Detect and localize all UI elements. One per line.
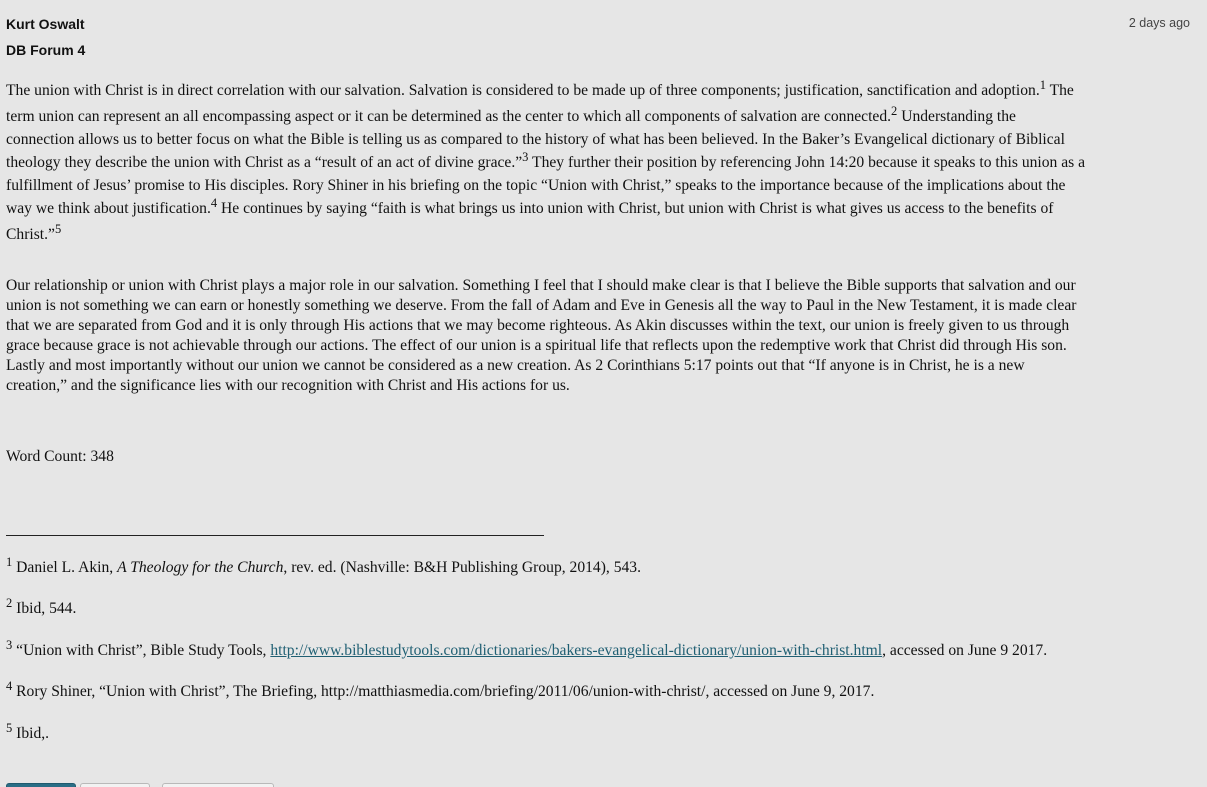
text-line: Lastly and most importantly without our union we cannot be considered as a new creation. As 2 Corinthians 5:17 points out that “If anyone is in Christ, he is a new [6, 357, 1025, 374]
text-line: Christ.”$^5$ [6, 222, 62, 243]
text-line: grace because grace is not achievable through our actions. The effect of our union is a spiritual life that reflects upon the redemptive work that Christ did through His son. [6, 337, 1067, 354]
paragraph-2 [6, 276, 1076, 396]
footnote-5: $^5$ Ibid,. [6, 721, 50, 742]
text-line: Our relationship or union with Christ plays a major role in our salvation. Something I feel that I should make clear is that I believe the Bible supports that salvation and our [6, 277, 1076, 294]
post-author[interactable]: Kurt Oswalt [6, 16, 85, 32]
reply-button[interactable] [6, 783, 76, 787]
word-count: Word Count: 348 [6, 448, 114, 465]
footnote-1: $^1$ Daniel L. Akin, A Theology for the Church, rev. ed. (Nashville: B&H Publishing Group, 2014), 543. [6, 555, 642, 576]
footnote-4: $^4$ Rory Shiner, “Union with Christ”, The Briefing, http://matthiasmedia.com/briefing/2011/06/union-with-christ/, accessed on June 9, 2017. [6, 679, 875, 700]
footnote-ref-5[interactable]: 5 [54, 222, 62, 236]
tertiary-button[interactable] [162, 783, 274, 787]
footnote-2: $^2$ Ibid, 544. [6, 596, 77, 617]
text-line: The union with Christ is in direct correlation with our salvation. Salvation is considered to be made up of three components; justification, sanctification and adoption.$^1$ The [6, 78, 1074, 99]
text-line: fulfillment of Jesus’ promise to His disciples. Rory Shiner in his briefing on the topic “Union with Christ,” speaks to the importance because of the implications about the [6, 177, 1066, 194]
secondary-button[interactable] [80, 783, 150, 787]
text-line: creation,” and the significance lies with our recognition with Christ and His actions for us. [6, 377, 570, 394]
post-subject: DB Forum 4 [6, 42, 86, 58]
post-body [6, 78, 1198, 394]
footnote-3-link[interactable]: http://www.biblestudytools.com/dictionaries/bakers-evangelical-dictionary/union-with-christ.html [270, 642, 883, 659]
text-line: connection allows us to better focus on what the Bible is telling us as compared to the history of what has been believed. In the Baker’s Evangelical dictionary of Biblical [6, 131, 1065, 148]
text-line: union is not something we can earn or honestly something we deserve. From the fall of Adam and Eve in Genesis all the way to Paul in the New Testament, it is made clear [6, 297, 1077, 314]
footnote-3: $^3$ “Union with Christ”, Bible Study Tools, http://www.biblestudytools.com/dictionaries/bakers-evangelical-dictionary/union-with-christ.html, accessed on June 9 2017. [6, 638, 1048, 659]
text-line: theology they describe the union with Christ as a “result of an act of divine grace.”$^3$ They further their position by referencing John 14:20 because it speaks to this union as a [6, 150, 1086, 171]
text-line: that we are separated from God and it is only through His actions that we may become righteous. As Akin discusses within the text, our union is freely given to us through [6, 317, 1070, 334]
text-line: way we think about justification.$^4$ He continues by saying “faith is what brings us into union with Christ, but union with Christ is what gives us access to the benefits of [6, 196, 1054, 217]
footnote-divider [6, 535, 544, 536]
footnote-ref-1[interactable]: 1 [1039, 78, 1046, 92]
text-line: term union can represent an all encompassing aspect or it can be determined as the center to which all components of salvation are connected.$^2$ Understanding the [6, 104, 1016, 125]
footnote-ref-3[interactable]: 3 [522, 150, 529, 164]
footnote-ref-2[interactable]: 2 [891, 104, 898, 118]
paragraph-1 [6, 78, 1198, 248]
footnote-ref-4[interactable]: 4 [210, 196, 218, 210]
post-timestamp: 2 days ago [1128, 16, 1190, 30]
